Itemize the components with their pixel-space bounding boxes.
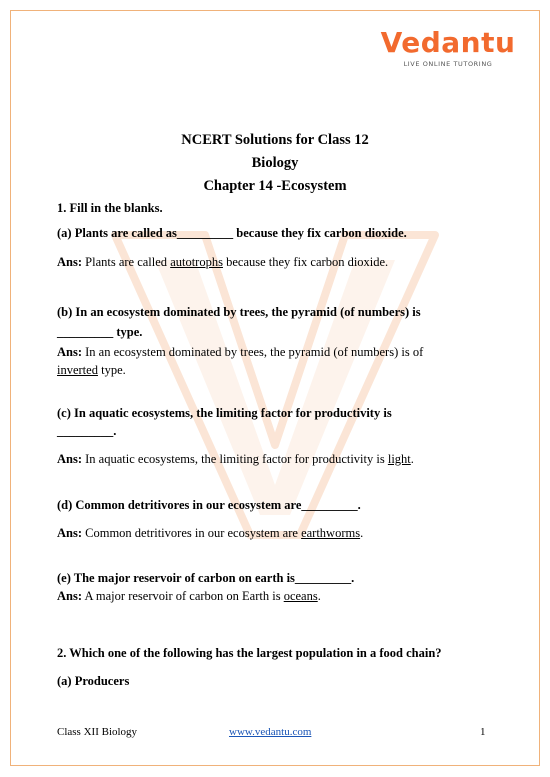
answer-text: . — [317, 589, 321, 603]
page-border-top — [10, 10, 540, 11]
q1b-question-line2: _________ type. — [57, 325, 143, 339]
q1e-question: (e) The major reservoir of carbon on earth is_________. — [57, 571, 355, 585]
q1c-answer — [57, 451, 497, 468]
q2-option-a: (a) Producers — [57, 674, 130, 688]
q1-heading: 1. Fill in the blanks. — [57, 201, 163, 215]
answer-key: earthworms — [301, 526, 361, 540]
q1b-answer-line1 — [57, 344, 497, 361]
answer-text: In an ecosystem dominated by trees, the pyramid (of numbers) is of — [82, 345, 424, 359]
logo-tagline: LIVE ONLINE TUTORING — [403, 60, 493, 68]
vedantu-logo — [378, 28, 518, 76]
answer-label: Ans: — [57, 345, 83, 359]
answer-label: Ans: — [57, 526, 83, 540]
q2-heading: 2. Which one of the following has the largest population in a food chain? — [57, 646, 442, 660]
page-border-bottom — [10, 765, 540, 766]
q1d-answer — [57, 525, 497, 542]
footer-website-link[interactable]: www.vedantu.com — [229, 726, 312, 738]
answer-text: In aquatic ecosystems, the limiting factor for productivity is — [82, 452, 388, 466]
page-border-right — [539, 10, 540, 766]
answer-key: oceans — [283, 589, 318, 603]
answer-text: . — [360, 526, 364, 540]
answer-text: . — [410, 452, 414, 466]
answer-key: inverted — [57, 363, 98, 377]
doc-chapter: Chapter 14 -Ecosystem — [203, 178, 347, 194]
logo-wordmark: Vedantu — [380, 26, 516, 59]
q1a-answer — [57, 254, 497, 271]
page-number: 1 — [480, 726, 486, 738]
answer-text: because they fix carbon dioxide. — [222, 255, 389, 269]
answer-text: type. — [97, 363, 126, 377]
answer-key: light — [387, 452, 411, 466]
footer-class-label: Class XII Biology — [57, 726, 138, 738]
answer-label: Ans: — [57, 255, 83, 269]
q1c-question-line1: (c) In aquatic ecosystems, the limiting factor for productivity is — [57, 406, 392, 420]
answer-key: autotrophs — [170, 255, 223, 269]
answer-label: Ans: — [57, 589, 83, 603]
doc-title: NCERT Solutions for Class 12 — [181, 132, 369, 148]
q1e-answer — [57, 588, 497, 605]
q1c-question-line2: _________. — [57, 424, 117, 438]
answer-text: Common detritivores in our ecosystem are — [82, 526, 302, 540]
answer-text: A major reservoir of carbon on Earth is — [82, 589, 284, 603]
q1d-question: (d) Common detritivores in our ecosystem are_________. — [57, 498, 361, 512]
q1b-question-line1: (b) In an ecosystem dominated by trees, the pyramid (of numbers) is — [57, 305, 421, 319]
answer-label: Ans: — [57, 452, 83, 466]
doc-subject: Biology — [251, 155, 299, 171]
q1a-question: (a) Plants are called as_________ because they fix carbon dioxide. — [57, 226, 407, 240]
page-border-left — [10, 10, 11, 766]
q1b-answer-line2 — [57, 362, 497, 379]
answer-text: Plants are called — [82, 255, 171, 269]
